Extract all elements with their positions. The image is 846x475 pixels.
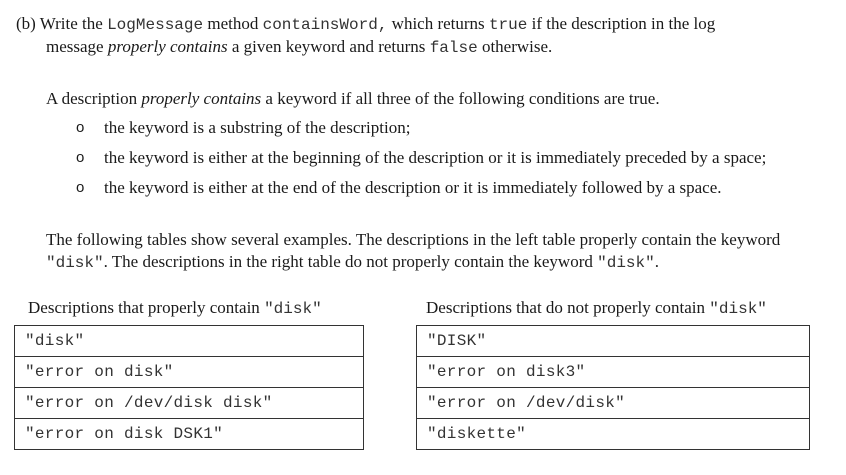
table-row [417,326,810,357]
table-row [15,388,364,419]
text-segment: a keyword if all three of the following conditions are true. [265,89,660,108]
code-class-name: LogMessage [107,16,204,34]
code-false: false [429,39,478,57]
condition-item [76,148,836,168]
caption-text: Descriptions that do not properly contain [426,298,706,317]
table-cell: "error on disk3" [417,357,810,388]
code-keyword: "disk" [46,254,104,272]
right-table-caption [426,298,767,319]
text-segment: a given keyword and returns [231,37,426,56]
text-segment: otherwise. [481,37,553,56]
text-segment: which returns [391,14,485,33]
condition-text: the keyword is a substring of the description; [104,118,411,137]
left-table-caption [28,298,322,319]
text-segment: method [207,14,259,33]
text-segment: The following tables show several examples. The descriptions in the left table properly contain the keyword [46,230,781,249]
text-segment: if the description in the log [531,14,716,33]
caption-text: Descriptions that properly contain [28,298,260,317]
table-row [417,357,810,388]
right-examples-table [416,325,810,450]
code-keyword: "disk" [597,254,655,272]
text-segment: . The descriptions in the right table do not properly contain the keyword [103,252,593,271]
emphasis-term: properly contains [141,89,262,108]
part-b-line-1 [16,14,715,35]
table-row [15,326,364,357]
table-row [15,357,364,388]
examples-intro-line-1 [46,230,780,250]
text-segment: A description [46,89,138,108]
definition-sentence [46,89,660,109]
text-segment: message [46,37,104,56]
table-cell: "error on disk DSK1" [15,419,364,450]
table-row [417,419,810,450]
table-cell: "diskette" [417,419,810,450]
condition-text: the keyword is either at the beginning of the description or it is immediately preceded by a space; [104,148,767,167]
code-true: true [488,16,528,34]
part-label: (b) [16,14,36,33]
table-cell: "disk" [15,326,364,357]
code-keyword: "disk" [264,300,322,318]
table-cell: "DISK" [417,326,810,357]
table-cell: "error on /dev/disk" [417,388,810,419]
bullet-icon: o [76,149,85,166]
table-row [417,388,810,419]
code-method-name: containsWord, [262,16,388,34]
emphasis-term: properly contains [107,37,228,56]
table-cell: "error on disk" [15,357,364,388]
part-b-line-2 [46,37,552,58]
bullet-icon: o [76,179,85,196]
text-segment: . [654,252,659,271]
table-row [15,419,364,450]
condition-text: the keyword is either at the end of the description or it is immediately followed by a space. [104,178,722,197]
text-segment: Write the [39,14,103,33]
table-cell: "error on /dev/disk disk" [15,388,364,419]
condition-item [76,178,816,198]
code-keyword: "disk" [709,300,767,318]
examples-intro-line-2 [46,252,659,273]
bullet-icon: o [76,119,85,136]
left-examples-table [14,325,364,450]
condition-item [76,118,816,138]
